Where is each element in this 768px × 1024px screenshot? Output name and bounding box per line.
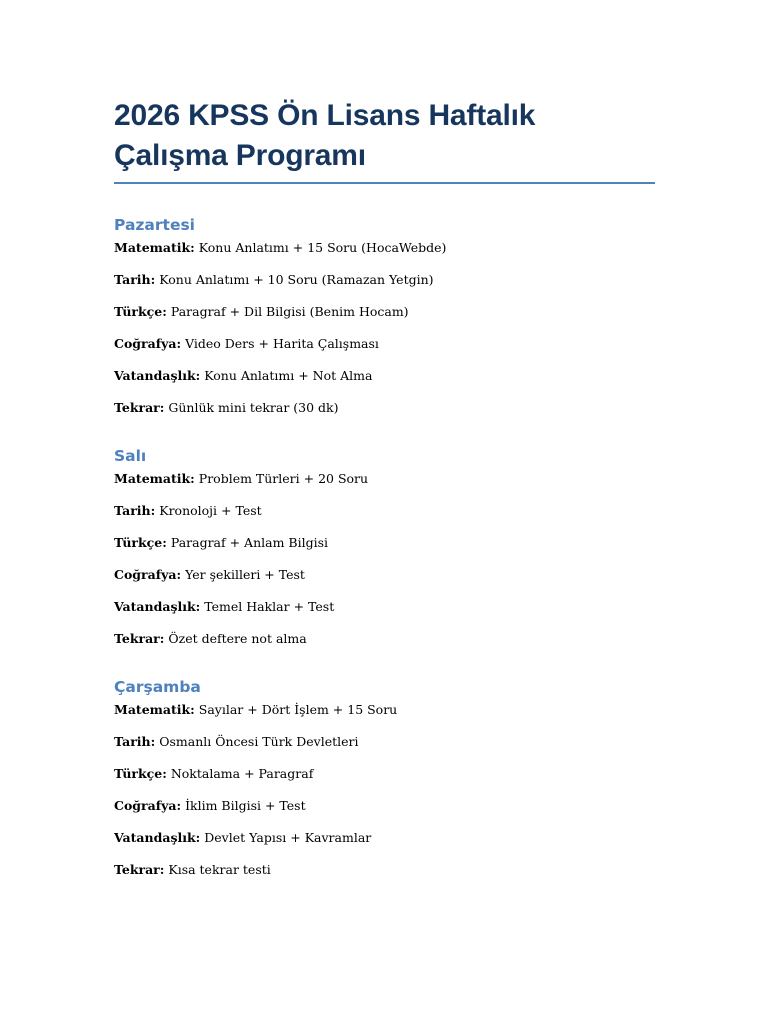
- schedule-entry: [114, 701, 655, 719]
- subject-label: Türkçe:: [114, 535, 167, 550]
- document-title: 2026 KPSS Ön Lisans Haftalık Çalışma Programı: [114, 96, 655, 184]
- subject-label: Tekrar:: [114, 631, 165, 646]
- task-text: Konu Anlatımı + 15 Soru (HocaWebde): [198, 240, 447, 255]
- subject-label: Türkçe:: [114, 304, 167, 319]
- schedule-entry: [114, 399, 655, 417]
- task-text: Osmanlı Öncesi Türk Devletleri: [159, 734, 359, 749]
- schedule-entry: [114, 239, 655, 257]
- schedule-entry: [114, 470, 655, 488]
- day-section: [114, 445, 655, 648]
- schedule-entry: [114, 861, 655, 879]
- subject-label: Tekrar:: [114, 400, 165, 415]
- subject-label: Tarih:: [114, 272, 156, 287]
- day-heading: Pazartesi: [114, 216, 195, 234]
- day-section: [114, 214, 655, 417]
- task-text: Konu Anlatımı + Not Alma: [204, 368, 373, 383]
- subject-label: Türkçe:: [114, 766, 167, 781]
- subject-label: Matematik:: [114, 702, 195, 717]
- task-text: Günlük mini tekrar (30 dk): [168, 400, 339, 415]
- task-text: Temel Haklar + Test: [204, 599, 335, 614]
- task-text: Yer şekilleri + Test: [185, 567, 305, 582]
- schedule-entry: [114, 765, 655, 783]
- subject-label: Vatandaşlık:: [114, 368, 201, 383]
- task-text: Sayılar + Dört İşlem + 15 Soru: [198, 702, 398, 717]
- schedule-entry: [114, 303, 655, 321]
- day-section: [114, 676, 655, 879]
- schedule-entry: [114, 335, 655, 353]
- subject-label: Matematik:: [114, 240, 195, 255]
- task-text: Konu Anlatımı + 10 Soru (Ramazan Yetgin): [159, 272, 434, 287]
- subject-label: Coğrafya:: [114, 567, 182, 582]
- schedule-entry: [114, 598, 655, 616]
- schedule-entry: [114, 797, 655, 815]
- task-text: Özet deftere not alma: [168, 631, 307, 646]
- task-text: Kısa tekrar testi: [168, 862, 271, 877]
- task-text: Kronoloji + Test: [159, 503, 262, 518]
- task-text: Paragraf + Dil Bilgisi (Benim Hocam): [170, 304, 409, 319]
- schedule-days: [114, 214, 655, 879]
- schedule-entry: [114, 534, 655, 552]
- subject-label: Tarih:: [114, 503, 156, 518]
- schedule-entry: [114, 733, 655, 751]
- document-page: [114, 96, 655, 879]
- task-text: Paragraf + Anlam Bilgisi: [170, 535, 328, 550]
- task-text: Noktalama + Paragraf: [170, 766, 314, 781]
- subject-label: Coğrafya:: [114, 336, 182, 351]
- task-text: Video Ders + Harita Çalışması: [185, 336, 379, 351]
- task-text: İklim Bilgisi + Test: [185, 798, 306, 813]
- day-heading: Salı: [114, 447, 147, 465]
- subject-label: Tekrar:: [114, 862, 165, 877]
- schedule-entry: [114, 630, 655, 648]
- task-text: Problem Türleri + 20 Soru: [198, 471, 369, 486]
- subject-label: Coğrafya:: [114, 798, 182, 813]
- schedule-entry: [114, 566, 655, 584]
- schedule-entry: [114, 829, 655, 847]
- schedule-entry: [114, 271, 655, 289]
- schedule-entry: [114, 502, 655, 520]
- subject-label: Vatandaşlık:: [114, 830, 201, 845]
- schedule-entry: [114, 367, 655, 385]
- day-heading: Çarşamba: [114, 678, 201, 696]
- subject-label: Matematik:: [114, 471, 195, 486]
- subject-label: Vatandaşlık:: [114, 599, 201, 614]
- subject-label: Tarih:: [114, 734, 156, 749]
- task-text: Devlet Yapısı + Kavramlar: [204, 830, 372, 845]
